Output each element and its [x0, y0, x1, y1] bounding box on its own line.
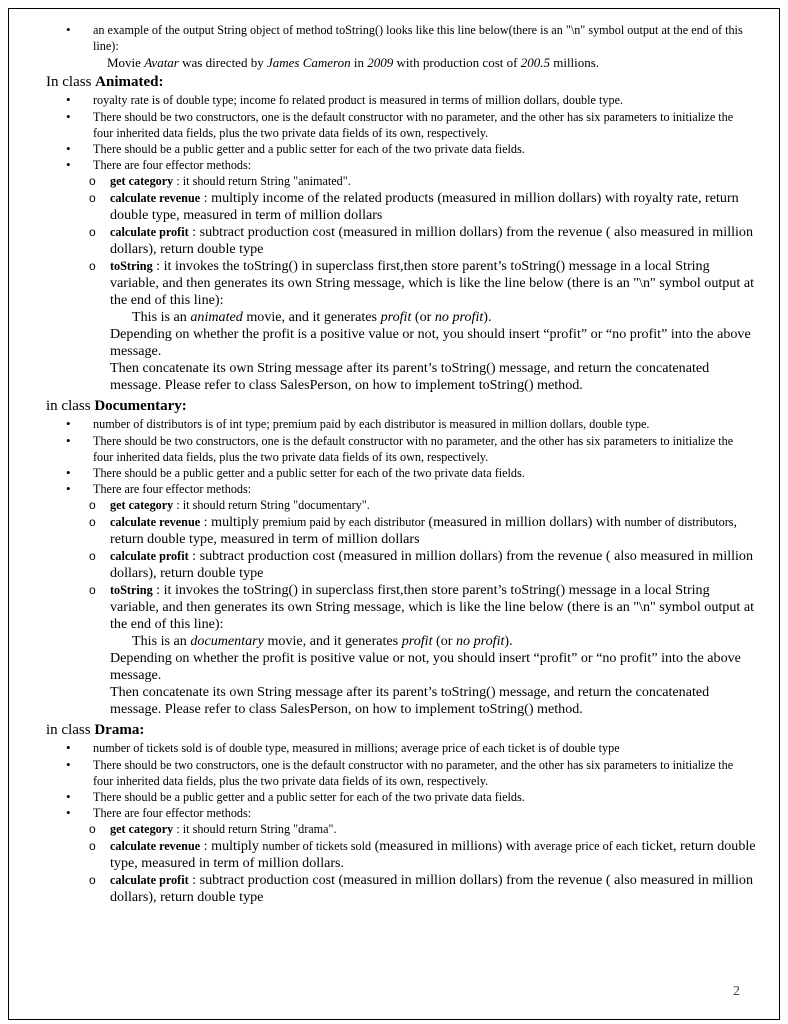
list-item: • There should be two constructors, one is the default constructor with no parameter, and the other has six parameters to initialize the four inherited data fields, plus the two private data fields of its own, respectively. — [46, 757, 756, 789]
method-item: o toString : it invokes the toString() in superclass first,then store parent’s toString() message in a local String variable, and then generates its own String message, which is like the line below (there is an "\n" symbol output at the end of this line): This is an documentary movie, and it generates profit (or no profit). Depending on whether the profit is positive value or not, you should insert “profit” or “no profit” into the above message. Then concatenate its own String message after its parent’s toString() message, and return the concatenated message. Please refer to class SalesPerson, on how to implement toString() method. — [46, 582, 756, 718]
animated-bullets — [46, 92, 756, 173]
paragraph: Then concatenate its own String message after its parent’s toString() message, and return the concatenated message. Please refer to class SalesPerson, on how to implement toString() method. — [110, 360, 710, 394]
list-item: • There should be two constructors, one is the default constructor with no parameter, and the other has six parameters to initialize the four inherited data fields, plus the two private data fields of its own, respectively. — [46, 109, 756, 141]
list-item: • There should be a public getter and a public setter for each of the two private data fields. — [46, 465, 756, 481]
drama-methods — [46, 821, 756, 906]
method-item: o calculate profit : subtract production cost (measured in million dollars) from the revenue ( also measured in million dollars), return double type — [46, 548, 756, 582]
method-item: o calculate profit : subtract production cost (measured in million dollars) from the revenue ( also measured in million dollars), return double type — [46, 872, 756, 906]
animated-methods — [46, 173, 756, 394]
paragraph: Depending on whether the profit is positive value or not, you should insert “profit” or “no profit” into the above message. — [110, 650, 741, 684]
section-heading-animated: In class Animated: — [46, 74, 164, 91]
list-item — [46, 22, 756, 71]
method-item: o calculate revenue : multiply income of the related products (measured in million dollars) with royalty rate, return double type, measured in term of million dollars — [46, 190, 756, 224]
method-item: o calculate profit : subtract production cost (measured in million dollars) from the revenue ( also measured in million dollars), return double type — [46, 224, 756, 258]
list-item: • There should be two constructors, one is the default constructor with no parameter, and the other has six parameters to initialize the four inherited data fields, plus the two private data fields of its own, respectively. — [46, 433, 756, 465]
method-item: o calculate revenue : multiply premium paid by each distributor (measured in million dollars) with number of distributors, return double type, measured in term of million dollars — [46, 514, 756, 548]
document-page — [46, 22, 756, 906]
tostring-example: This is an animated movie, and it generates profit (or no profit). — [132, 309, 492, 326]
intro-bullet-text: an example of the output String object of method toString() looks like this line below(there is an "\n" symbol output at the end of this line): — [93, 23, 743, 54]
list-item: • number of distributors is of int type; premium paid by each distributor is measured in million dollars, double type. — [46, 416, 756, 432]
list-item: • number of tickets sold is of double type, measured in millions; average price of each ticket is of double type — [46, 740, 756, 756]
paragraph: Then concatenate its own String message after its parent’s toString() message, and return the concatenated message. Please refer to class SalesPerson, on how to implement toString() method. — [110, 684, 710, 718]
method-item: o calculate revenue : multiply number of tickets sold (measured in millions) with average price of each ticket, return double type, measured in term of million dollars. — [46, 838, 756, 872]
intro-example-line: Movie Avatar was directed by James Cameron in 2009 with production cost of 200.5 millions. — [107, 55, 600, 71]
intro-list — [46, 22, 756, 71]
method-item: o get category : it should return String "animated". — [46, 173, 756, 190]
list-item: • There should be a public getter and a public setter for each of the two private data fields. — [46, 789, 756, 805]
list-item: • There are four effector methods: — [46, 157, 756, 173]
list-item: • royalty rate is of double type; income fo related product is measured in terms of million dollars, double type. — [46, 92, 756, 108]
page-number: 2 — [733, 984, 740, 999]
drama-bullets — [46, 740, 756, 821]
list-item: • There should be a public getter and a public setter for each of the two private data fields. — [46, 141, 756, 157]
paragraph: Depending on whether the profit is a positive value or not, you should insert “profit” or “no profit” into the above message. — [110, 326, 751, 360]
section-heading-drama: in class Drama: — [46, 722, 145, 739]
section-heading-documentary: in class Documentary: — [46, 398, 187, 415]
tostring-example: This is an documentary movie, and it generates profit (or no profit). — [132, 633, 513, 650]
list-item: • There are four effector methods: — [46, 805, 756, 821]
method-item: o get category : it should return String "drama". — [46, 821, 756, 838]
method-item: o get category : it should return String "documentary". — [46, 497, 756, 514]
documentary-bullets — [46, 416, 756, 497]
method-item: o toString : it invokes the toString() in superclass first,then store parent’s toString() message in a local String variable, and then generates its own String message, which is like the line below (there is an "\n" symbol output at the end of this line): This is an animated movie, and it generates profit (or no profit). Depending on whether the profit is a positive value or not, you should insert “profit” or “no profit” into the above message. Then concatenate its own String message after its parent’s toString() message, and return the concatenated message. Please refer to class SalesPerson, on how to implement toString() method. — [46, 258, 756, 394]
list-item: • There are four effector methods: — [46, 481, 756, 497]
documentary-methods — [46, 497, 756, 718]
